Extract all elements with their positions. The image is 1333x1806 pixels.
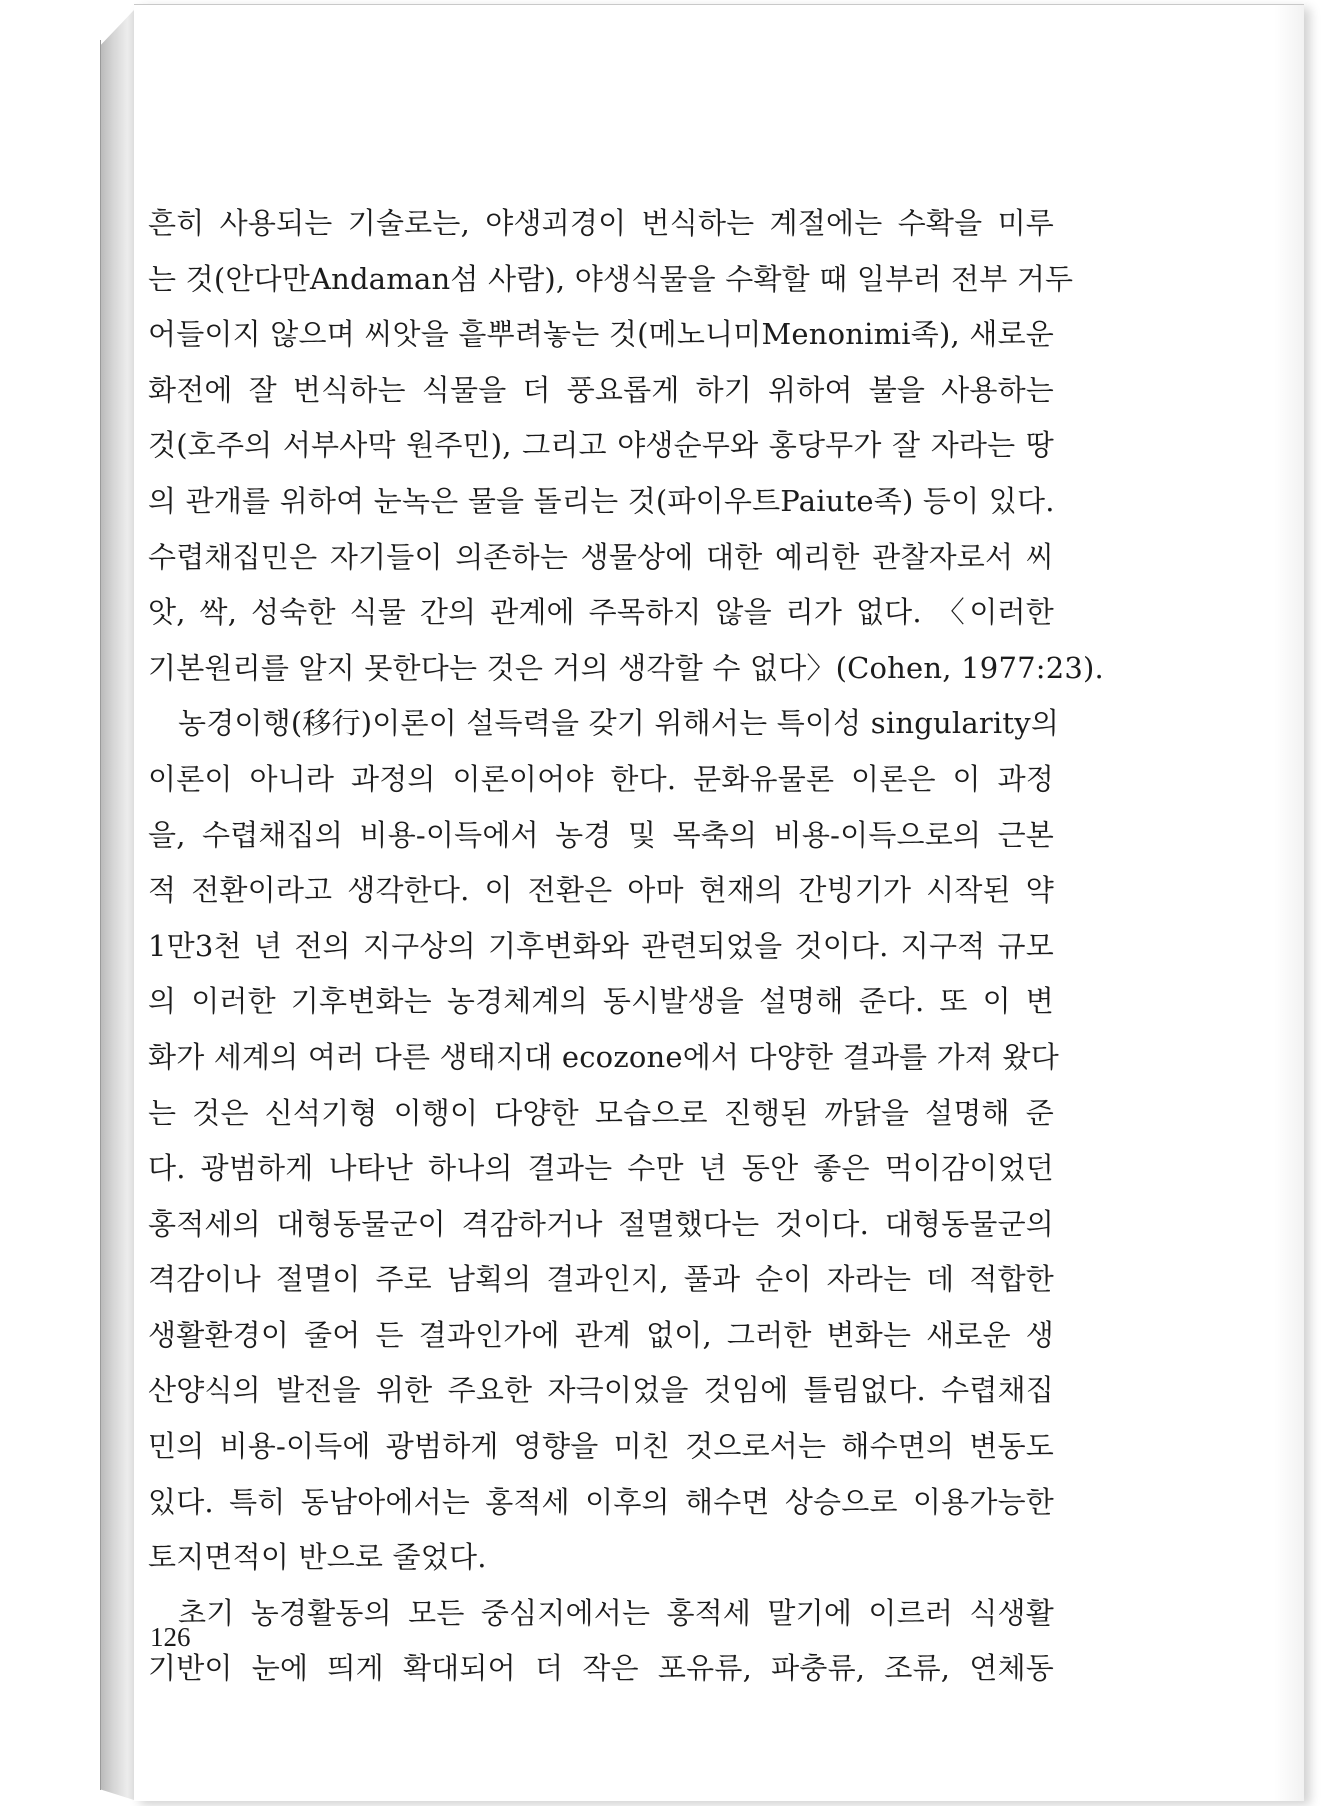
text-line: 민의 비용-이득에 광범하게 영향을 미친 것으로서는 해수면의 변동도 (148, 1429, 1054, 1464)
body-text (148, 196, 1104, 1697)
text-line: 의 이러한 기후변화는 농경체계의 동시발생을 설명해 준다. 또 이 변 (148, 984, 1054, 1019)
text-line: 있다. 특히 동남아에서는 홍적세 이후의 해수면 상승으로 이용가능한 (148, 1484, 1054, 1519)
text-line: 토지면적이 반으로 줄었다. (148, 1540, 487, 1575)
page-number: 126 (150, 1622, 191, 1652)
book-spine-line (100, 40, 101, 1790)
paragraph-start-line: 초기 농경활동의 모든 중심지에서는 홍적세 말기에 이르러 식생활 (178, 1595, 1054, 1630)
book-spine-edge (100, 10, 134, 1800)
text-line: 의 관개를 위하여 눈녹은 물을 돌리는 것(파이우트Paiute족) 등이 있다. (148, 483, 1055, 518)
text-line: 화전에 잘 번식하는 식물을 더 풍요롭게 하기 위하여 불을 사용하는 (148, 372, 1054, 407)
text-line: 을, 수렵채집의 비용-이득에서 농경 및 목축의 비용-이득으로의 근본 (148, 817, 1054, 852)
text-line: 1만3천 년 전의 지구상의 기후변화와 관련되었을 것이다. 지구적 규모 (148, 928, 1054, 963)
text-line: 격감이나 절멸이 주로 남획의 결과인지, 풀과 순이 자라는 데 적합한 (148, 1262, 1054, 1297)
text-line: 는 것은 신석기형 이행이 다양한 모습으로 진행된 까닭을 설명해 준 (148, 1095, 1054, 1130)
text-line: 적 전환이라고 생각한다. 이 전환은 아마 현재의 간빙기가 시작된 약 (148, 873, 1054, 908)
text-line: 화가 세계의 여러 다른 생태지대 ecozone에서 다양한 결과를 가져 왔다 (148, 1039, 1059, 1074)
text-line: 생활환경이 줄어 든 결과인가에 관계 없이, 그러한 변화는 새로운 생 (148, 1317, 1054, 1352)
text-line: 기본원리를 알지 못한다는 것은 거의 생각할 수 없다〉(Cohen, 1977:23). (148, 650, 1104, 685)
text-line: 기반이 눈에 띄게 확대되어 더 작은 포유류, 파충류, 조류, 연체동 (148, 1651, 1054, 1686)
text-line: 산양식의 발전을 위한 주요한 자극이었을 것임에 틀림없다. 수렵채집 (148, 1373, 1054, 1408)
text-line: 이론이 아니라 과정의 이론이어야 한다. 문화유물론 이론은 이 과정 (148, 761, 1054, 796)
text-line: 는 것(안다만Andaman섬 사람), 야생식물을 수확할 때 일부러 전부 거두 (148, 261, 1074, 296)
text-line: 홍적세의 대형동물군이 격감하거나 절멸했다는 것이다. 대형동물군의 (148, 1206, 1054, 1241)
text-line: 것(호주의 서부사막 원주민), 그리고 야생순무와 홍당무가 잘 자라는 땅 (148, 428, 1054, 463)
page-edge-shade (1274, 5, 1304, 1801)
text-line: 어들이지 않으며 씨앗을 흩뿌려놓는 것(메노니미Menonimi족), 새로운 (148, 317, 1054, 352)
text-line: 수렵채집민은 자기들이 의존하는 생물상에 대한 예리한 관찰자로서 씨 (148, 539, 1054, 574)
text-line: 흔히 사용되는 기술로는, 야생괴경이 번식하는 계절에는 수확을 미루 (148, 206, 1054, 240)
text-line: 앗, 싹, 성숙한 식물 간의 관계에 주목하지 않을 리가 없다. 〈이러한 (148, 595, 1054, 630)
text-line: 다. 광범하게 나타난 하나의 결과는 수만 년 동안 좋은 먹이감이었던 (148, 1151, 1054, 1186)
paragraph-start-line: 농경이행(移行)이론이 설득력을 갖기 위해서는 특이성 singularity의 (178, 706, 1060, 741)
